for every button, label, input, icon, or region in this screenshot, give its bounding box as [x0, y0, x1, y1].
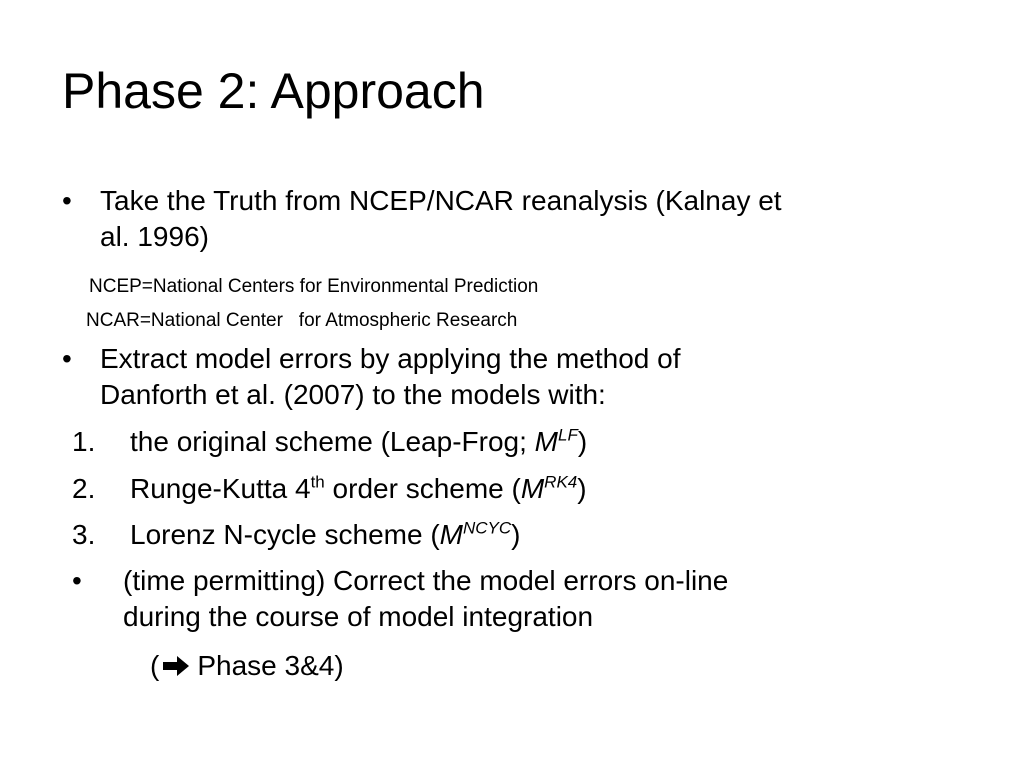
bullet-1-line-1: Take the Truth from NCEP/NCAR reanalysis (Kalnay et: [100, 185, 782, 216]
bullet-3-line-3: [150, 648, 344, 684]
bullet-1-line-2: al. 1996): [100, 221, 209, 252]
ordinal-superscript: th: [310, 472, 325, 492]
list-item-number: 1.: [72, 426, 96, 457]
note-ncep: NCEP=National Centers for Environmental Prediction: [89, 276, 539, 297]
model-superscript: LF: [557, 425, 578, 445]
bullet-2-line-2: Danforth et al. (2007) to the models with:: [100, 379, 606, 410]
bullet-3-line-2: during the course of model integration: [123, 601, 594, 632]
slide-title: Phase 2: Approach: [62, 63, 485, 119]
close-paren: ): [577, 473, 587, 504]
bullet-marker: •: [62, 185, 72, 216]
list-item-text: order scheme (: [324, 473, 521, 504]
list-item-text: Runge-Kutta 4: [130, 473, 311, 504]
list-item-text: Lorenz N-cycle scheme (: [130, 519, 440, 550]
list-item-text: the original scheme (Leap-Frog;: [130, 426, 535, 457]
list-item-1: [130, 424, 587, 460]
model-symbol: M: [534, 426, 558, 457]
model-symbol: M: [439, 519, 463, 550]
close-paren: ): [511, 519, 521, 550]
close-paren: ): [577, 426, 588, 457]
list-item-3: [130, 517, 520, 553]
note-ncar: NCAR=National Center for Atmospheric Research: [86, 310, 518, 331]
model-superscript: NCYC: [462, 518, 512, 538]
list-item-2: [130, 471, 587, 507]
phase-reference: Phase 3&4): [197, 650, 344, 681]
bullet-marker: •: [72, 565, 82, 596]
list-item-number: 3.: [72, 519, 96, 550]
bullet-3-line-1: (time permitting) Correct the model errors on-line: [123, 565, 729, 596]
model-symbol: M: [520, 473, 545, 504]
list-item-number: 2.: [72, 473, 96, 504]
bullet-2-line-1: Extract model errors by applying the method of: [100, 343, 681, 374]
right-arrow-icon: [161, 654, 191, 678]
bullet-marker: •: [62, 343, 72, 374]
model-superscript: RK4: [544, 472, 578, 492]
open-paren: (: [150, 650, 160, 681]
